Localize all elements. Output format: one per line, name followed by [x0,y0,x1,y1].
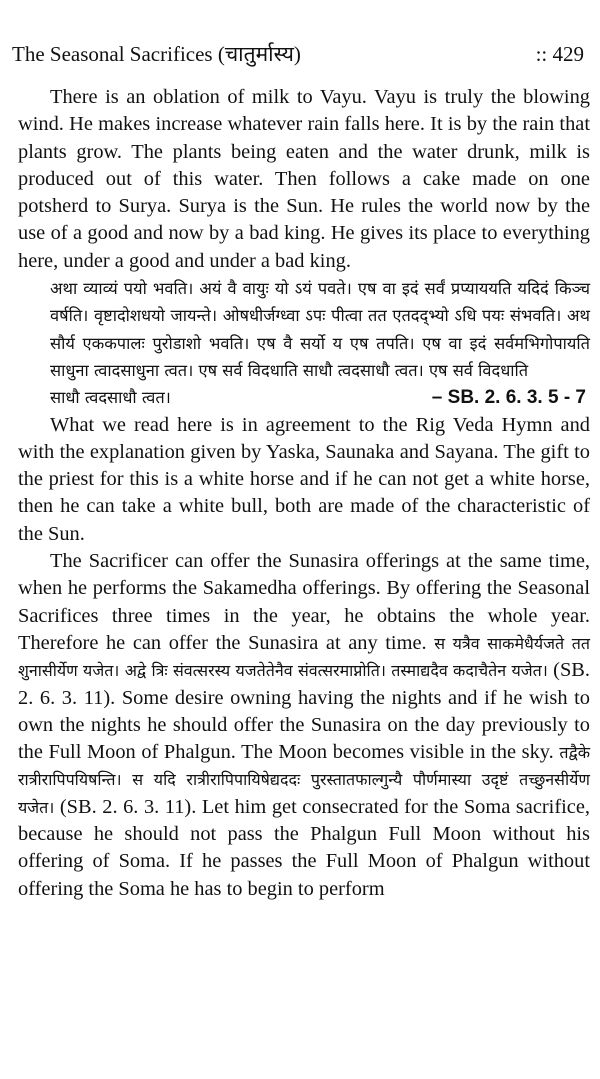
paragraph-vayu-surya: There is an oblation of milk to Vayu. Vayu is truly the blowing wind. He makes increase whatever rain falls here. It is by the rain that plants grow. The plants being eaten and the water drunk, milk is produced out of this water. Then follows a cake made on one potsherd to Surya. Surya is the Sun. He rules the world now by the use of a good and now by a bad king. He gives its place to everything here, under a good and under a bad king. [18,86,590,272]
chapter-title: The Seasonal Sacrifices (चातुर्मास्य) [12,42,301,66]
sunasira-text-b: (SB. 2. 6. 3. 11). Some desire owning having the nights and if he wish to own the nights he should offer the Sunasira on the day previously to the Full Moon of Phalgun. The Moon becomes visible in the sky. [18,659,590,764]
citation-reference: – SB. 2. 6. 3. 5 - 7 [431,387,586,409]
running-header [12,40,584,68]
sanskrit-inline-1: स यत्रैव साकमेधैर्यजते तत शुनासीर्येण यजेत। अद्वे त्रिः संवत्सरस्य यजतेतेनैव संवत्सरमाप्नोति। तस्माद्यदैव कदाचैतेन यजेत। [18,633,590,681]
sanskrit-quotation: अथा व्याव्यं पयो भवति। अयं वै वायुः यो ऽयं पवते। एष वा इदं सर्वं प्रप्याययति यदिदं किञ्च वर्षति। वृष्टादोशधयो जायन्ते। ओषधीर्जग्ध्वा ऽपः पीत्वा तत एतदद्भ्यो ऽधि पयः संभवति। अथ सौर्य एककपालः पुरोडाशो भवति। एष वै सर्यो य एष तपति। एष वा इदं सर्वमभिगोपायति साधुना त्वादसाधुना त्वत। एष सर्व विदधाति साधौ त्वदसाधौ त्वत। एष सर्व विदधाति [50,279,590,380]
sanskrit-quotation-end [18,384,590,411]
sanskrit-inline-2: तद्वैके रात्रीरापिपयिषन्ति। स यदि रात्रीरापिपायिषेद्यददः पुरस्तातफाल्गुन्यै पौर्णमास्या उदृष्टं तच्छुनसीर्येण यजेत। [18,743,590,817]
sunasira-text-a: The Sacrificer can offer the Sunasira offerings at the same time, when he performs the Sakamedha offerings. By offering the Seasonal Sacrifices three times in the year, he obtains the whole year. Therefore he can offer the Sunasira at any time. [18,550,590,654]
sunasira-text-c: (SB. 2. 6. 3. 11). Let him get consecrated for the Soma sacrifice, because he should not pass the Phalgun Full Moon without his offering of Soma. If he passes the Full Moon of Phalgun without offering the Soma he has to begin to perform [18,795,590,900]
paragraph-rig-veda: What we read here is in agreement to the Rig Veda Hymn and with the explanation given by Yaska, Saunaka and Sayana. The gift to the priest for this is a white horse and if he can not get a white horse, then he can take a white bull, both are made of the characteristic of the Sun. [18,413,590,545]
page-body [18,84,590,903]
page-number: :: 429 [535,42,584,66]
paragraph-sunasira [18,548,590,903]
sanskrit-quotation-last-line: साधौ त्वदसाधौ त्वत। [50,388,171,408]
